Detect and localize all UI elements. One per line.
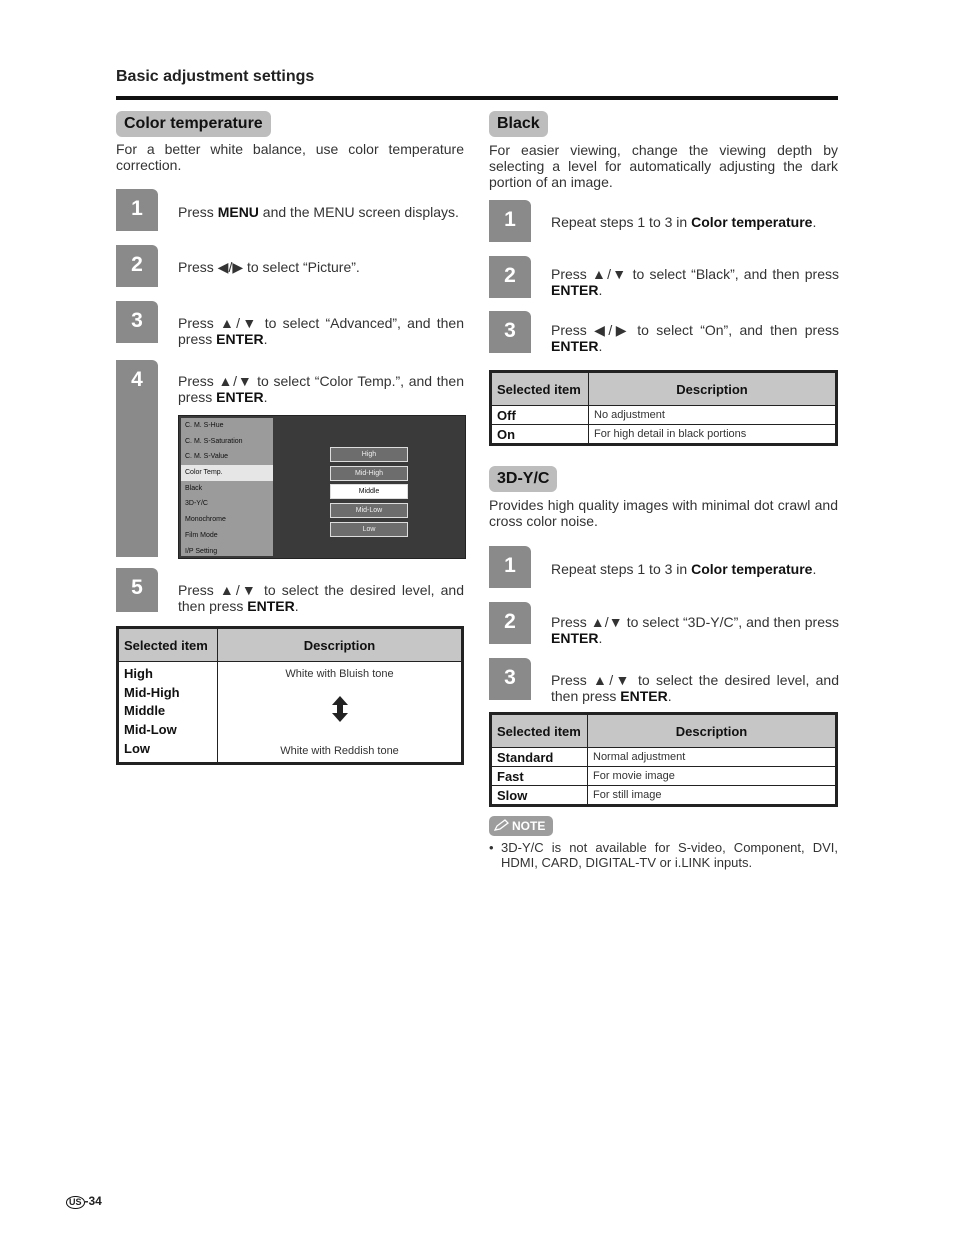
item-middle: Middle bbox=[124, 703, 166, 719]
col-description: Description bbox=[218, 628, 463, 662]
step-text: Press ▲/▼ to select the desired level, and then press ENTER. bbox=[551, 672, 839, 704]
pencil-icon bbox=[494, 817, 510, 837]
step-number: 5 bbox=[116, 568, 158, 612]
item-high: High bbox=[124, 666, 153, 681]
menu-option-low: Low bbox=[330, 522, 408, 537]
step-number: 1 bbox=[116, 189, 158, 231]
step-text: Repeat steps 1 to 3 in Color temperature. bbox=[551, 214, 817, 230]
step-text: Press ◀/▶ to select “On”, and then press ENTER. bbox=[551, 322, 839, 354]
step-number: 1 bbox=[489, 200, 531, 242]
table-row bbox=[491, 406, 837, 425]
table-row bbox=[491, 748, 837, 767]
table-cell-items bbox=[118, 662, 218, 764]
row-item: Fast bbox=[491, 767, 588, 786]
step-text: Press ▲/▼ to select “Color Temp.”, and then press ENTER. bbox=[178, 373, 464, 405]
desc-bluish: White with Bluish tone bbox=[285, 668, 394, 680]
step-number: 2 bbox=[116, 245, 158, 287]
menu-item-cms-value: C. M. S-Value bbox=[185, 453, 229, 461]
menu-item-film-mode: Film Mode bbox=[185, 531, 218, 539]
row-desc: For high detail in black portions bbox=[589, 425, 837, 445]
step-text: Press ◀/▶ to select “Picture”. bbox=[178, 259, 360, 275]
step-text: Press ▲/▼ to select “3D-Y/C”, and then press ENTER. bbox=[551, 614, 839, 646]
menu-item-monochrome: Monochrome bbox=[185, 516, 226, 524]
col-selected-item: Selected item bbox=[118, 628, 218, 662]
row-desc: No adjustment bbox=[589, 406, 837, 425]
header-rule bbox=[116, 96, 838, 100]
bullet-icon: • bbox=[489, 840, 494, 855]
item-mid-high: Mid-High bbox=[124, 684, 180, 700]
table-row bbox=[491, 786, 837, 806]
black-heading: Black bbox=[489, 111, 548, 137]
table-row bbox=[491, 425, 837, 445]
menu-option-mid-low: Mid-Low bbox=[330, 503, 408, 518]
black-table bbox=[489, 370, 838, 446]
col-description: Description bbox=[588, 714, 837, 748]
page-number-text: -34 bbox=[84, 1194, 102, 1208]
step-number: 1 bbox=[489, 546, 531, 588]
row-item: On bbox=[491, 425, 589, 445]
step-text: Press ▲/▼ to select “Black”, and then press ENTER. bbox=[551, 266, 839, 298]
col-selected-item: Selected item bbox=[491, 714, 588, 748]
item-low: Low bbox=[124, 740, 150, 756]
step-number: 2 bbox=[489, 256, 531, 298]
menu-item-cms-hue: C. M. S-Hue bbox=[185, 422, 224, 429]
menu-item-3d-yc: 3D-Y/C bbox=[185, 500, 208, 508]
step-number: 3 bbox=[116, 301, 158, 343]
3d-yc-heading: 3D-Y/C bbox=[489, 466, 557, 492]
menu-option-middle: Middle bbox=[330, 484, 408, 499]
item-mid-low: Mid-Low bbox=[124, 722, 177, 738]
note-text bbox=[489, 840, 838, 870]
color-temperature-intro: For a better white balance, use color temperature correction. bbox=[116, 141, 464, 173]
note-badge bbox=[489, 816, 553, 836]
menu-screen-image bbox=[178, 415, 466, 559]
step-text: Repeat steps 1 to 3 in Color temperature. bbox=[551, 561, 817, 577]
step-number: 4 bbox=[116, 360, 158, 557]
menu-item-cms-saturation: C. M. S-Saturation bbox=[185, 437, 243, 445]
menu-item-color-temp: Color Temp. bbox=[181, 465, 273, 481]
row-item: Off bbox=[491, 406, 589, 425]
3d-yc-table bbox=[489, 712, 838, 807]
color-temperature-table bbox=[116, 626, 464, 765]
table-row bbox=[491, 767, 837, 786]
step-number: 2 bbox=[489, 602, 531, 644]
menu-item-ip-setting: I/P Setting bbox=[185, 547, 218, 555]
row-desc: For still image bbox=[588, 786, 837, 806]
step-number: 3 bbox=[489, 311, 531, 353]
desc-reddish: White with Reddish tone bbox=[280, 744, 399, 757]
row-item: Standard bbox=[491, 748, 588, 767]
row-desc: Normal adjustment bbox=[588, 748, 837, 767]
color-temperature-heading: Color temperature bbox=[116, 111, 271, 137]
col-selected-item: Selected item bbox=[491, 372, 589, 406]
menu-item-black: Black bbox=[185, 484, 203, 492]
note-label: NOTE bbox=[512, 819, 546, 833]
note-body: 3D-Y/C is not available for S-video, Component, DVI, HDMI, CARD, DIGITAL-TV or i.LINK inputs. bbox=[501, 840, 838, 870]
row-desc: For movie image bbox=[588, 767, 837, 786]
table-cell-desc bbox=[218, 662, 463, 764]
step-text: Press ▲/▼ to select “Advanced”, and then press ENTER. bbox=[178, 315, 464, 347]
menu-option-high: High bbox=[330, 447, 408, 462]
page-number bbox=[66, 1194, 102, 1209]
menu-option-mid-high: Mid-High bbox=[330, 466, 408, 481]
section-title: Basic adjustment settings bbox=[116, 68, 315, 85]
region-badge: US bbox=[66, 1196, 85, 1209]
step-number: 3 bbox=[489, 658, 531, 700]
menu-list bbox=[181, 418, 273, 556]
step-text: Press MENU and the MENU screen displays. bbox=[178, 204, 459, 220]
black-intro: For easier viewing, change the viewing depth by selecting a level for automatically adjusting the dark portion of an image. bbox=[489, 142, 838, 190]
up-down-arrow-icon bbox=[218, 695, 461, 726]
step-text: Press ▲/▼ to select the desired level, and then press ENTER. bbox=[178, 582, 464, 614]
row-item: Slow bbox=[491, 786, 588, 806]
3d-yc-intro: Provides high quality images with minimal dot crawl and cross color noise. bbox=[489, 497, 838, 529]
col-description: Description bbox=[589, 372, 837, 406]
